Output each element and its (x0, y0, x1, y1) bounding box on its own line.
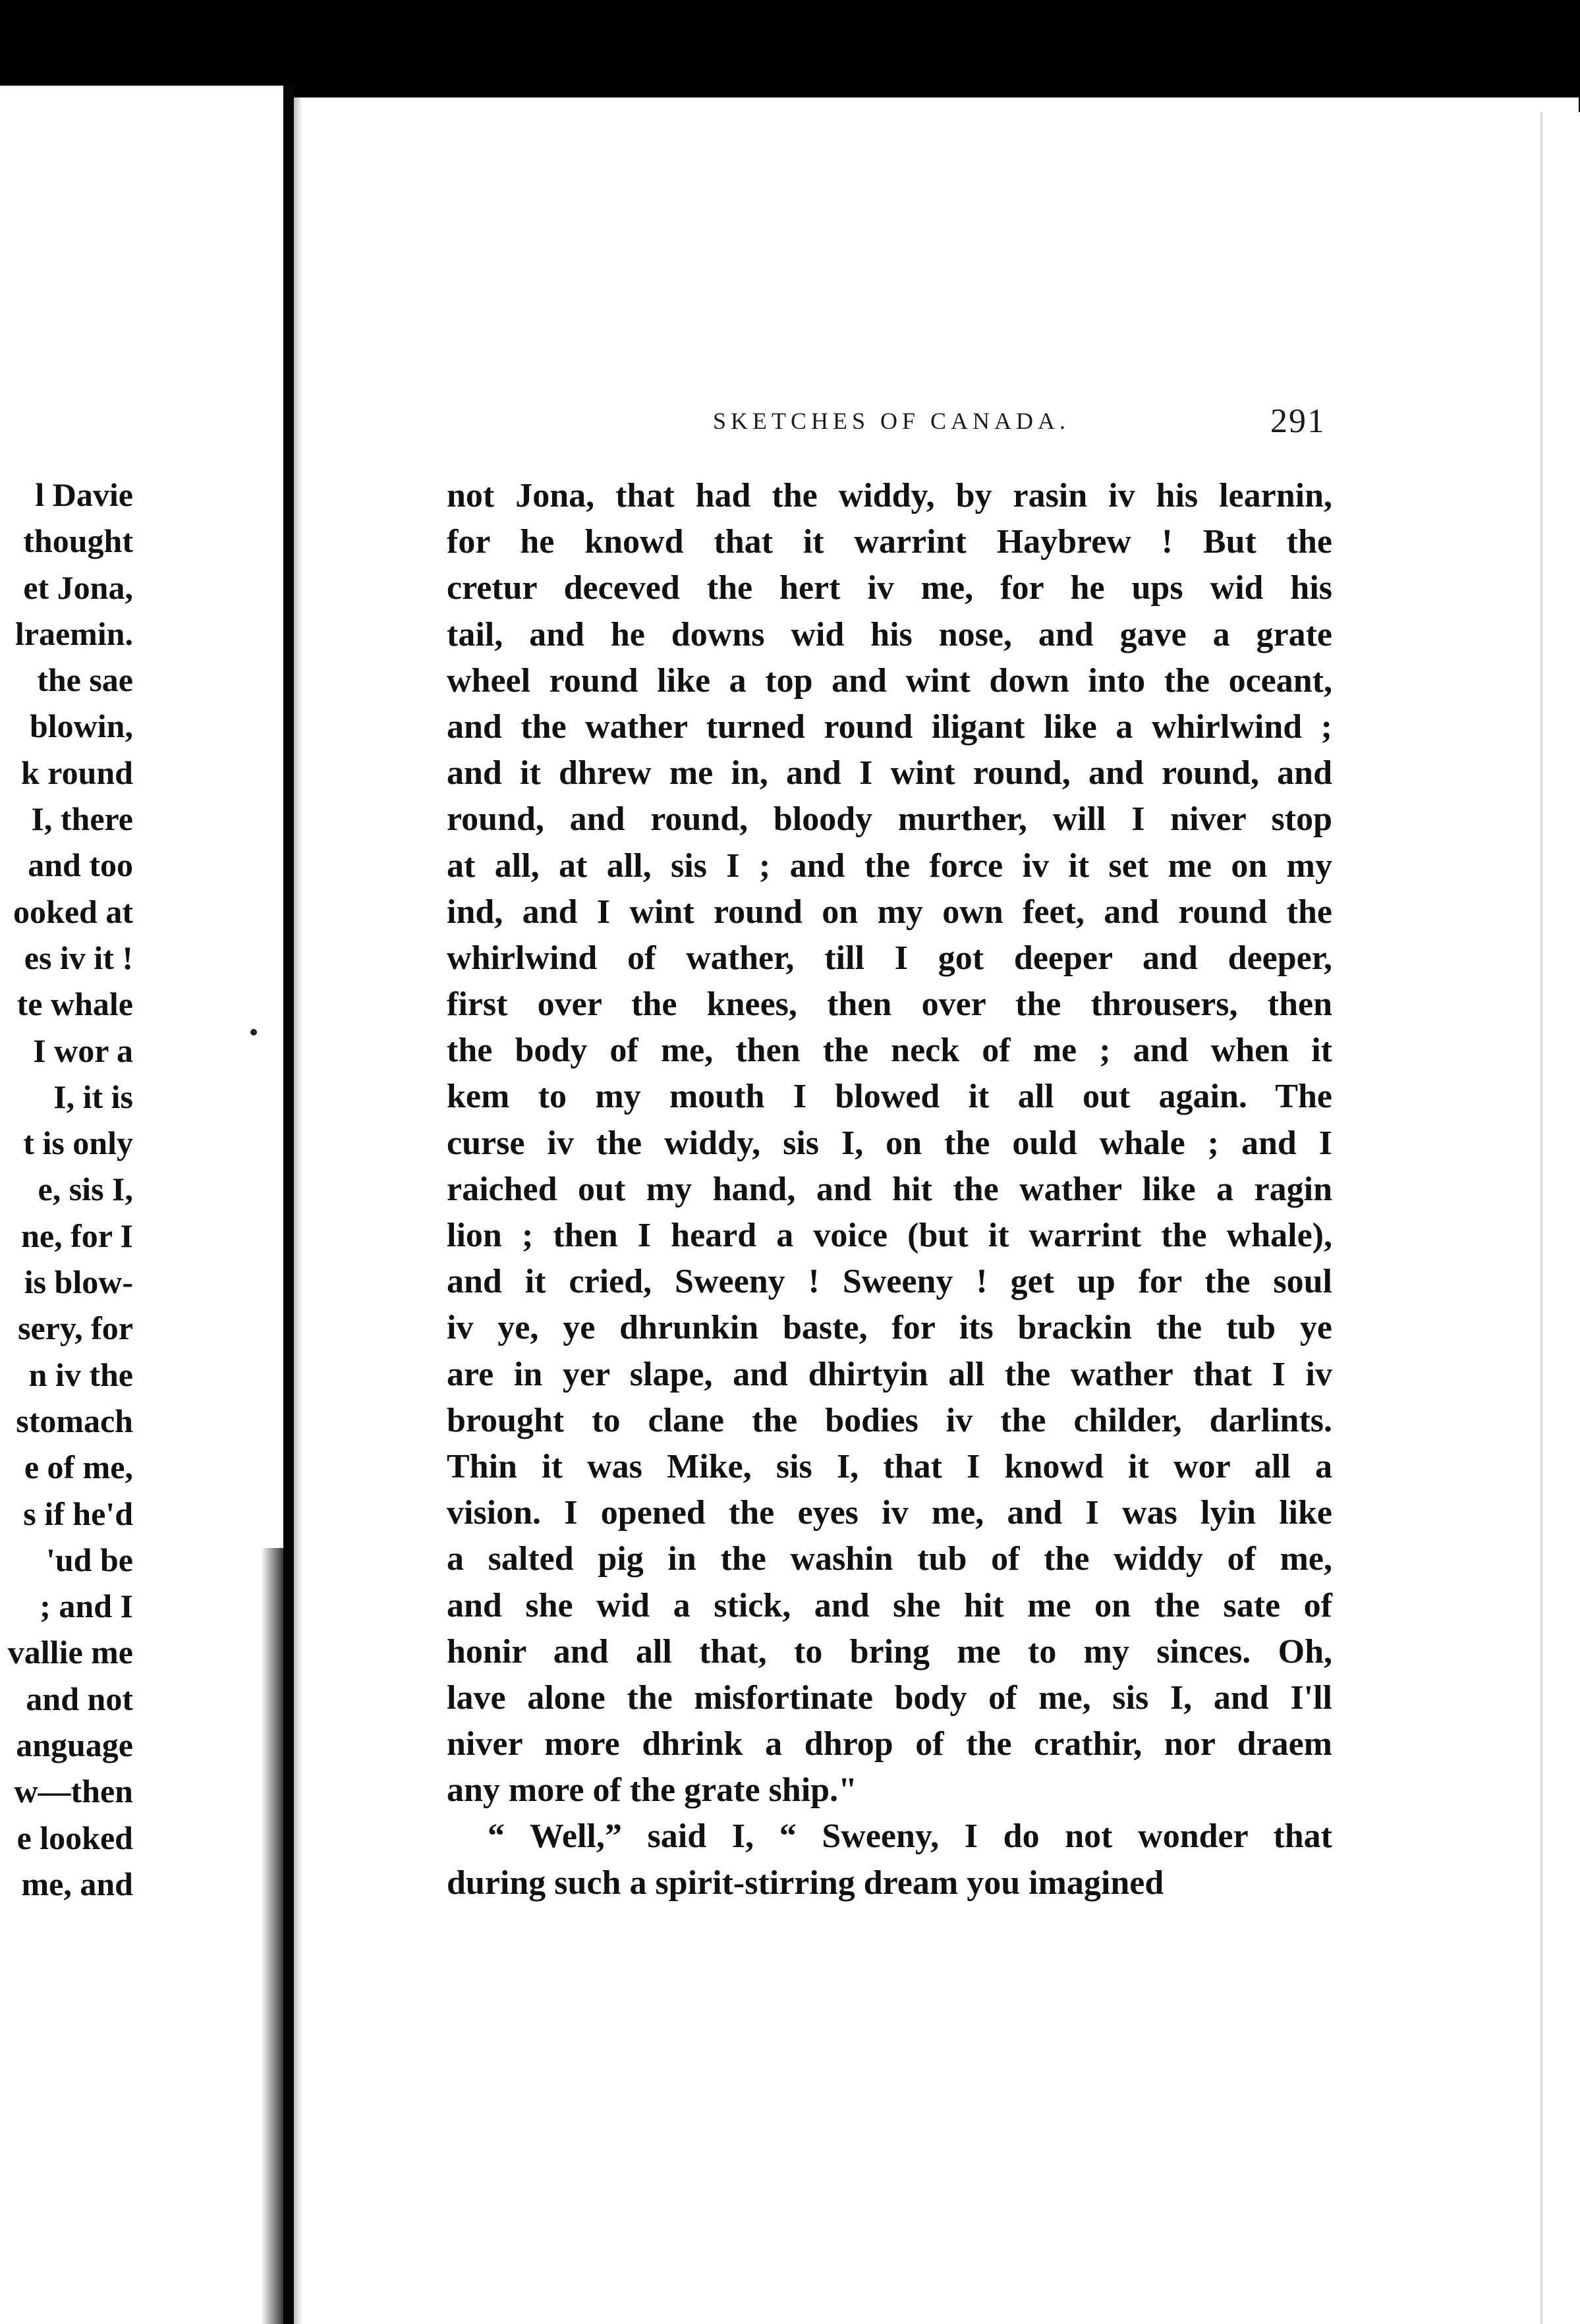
previous-page-line: t is only (23, 1124, 133, 1162)
previous-page-line: sery, for (18, 1310, 133, 1347)
text-line: the body of me, then the neck of me ; and when it (447, 1032, 1332, 1070)
text-line: wheel round like a top and wint down into the oceant, (447, 661, 1332, 700)
previous-page-line: l Davie (35, 476, 133, 513)
previous-page-line: anguage (16, 1727, 133, 1764)
text-line: curse iv the widdy, sis I, on the ould whale ; and I (447, 1124, 1332, 1162)
text-line: and she wid a stick, and she hit me on the sate of (447, 1586, 1332, 1624)
previous-page-line: et Jona, (23, 568, 133, 606)
text-line: and it dhrew me in, and I wint round, and round, and (447, 754, 1332, 792)
previous-page-line: is blow- (24, 1263, 133, 1301)
text-line: during such a spirit-stirring dream you imagined (447, 1864, 1164, 1902)
previous-page-line: vallie me (7, 1634, 133, 1671)
previous-page-line: k round (20, 754, 133, 791)
previous-page-line: ne, for I (21, 1217, 133, 1254)
previous-page-line: es iv it ! (24, 939, 133, 976)
previous-page-line: stomach (16, 1402, 133, 1439)
previous-page-line: s if he'd (23, 1495, 133, 1532)
text-line: are in yer slape, and dhirtyin all the wather that I iv (447, 1355, 1332, 1393)
previous-page-line: I, there (31, 800, 133, 838)
text-line: a salted pig in the washin tub of the widdy of me, (447, 1540, 1332, 1578)
previous-page-line: I, it is (53, 1078, 133, 1115)
text-line: cretur deceved the hert iv me, for he ups wid his (447, 569, 1332, 607)
text-line: round, and round, bloody murther, will I niver stop (447, 800, 1332, 839)
text-line: Thin it was Mike, sis I, that I knowd it wor all a (447, 1447, 1332, 1485)
previous-page-line: e of me, (24, 1449, 133, 1486)
gutter-shadow (261, 1548, 285, 2324)
text-line: kem to my mouth I blowed it all out again. The (447, 1078, 1332, 1116)
previous-page-line: ooked at (13, 893, 133, 930)
text-line: and the wather turned round iligant like a whirlwind ; (447, 707, 1332, 746)
previous-page-line: me, and (21, 1865, 133, 1902)
page-body-text (447, 473, 1332, 1906)
text-line: at all, at all, sis I ; and the force iv it set me on my (447, 846, 1332, 885)
previous-page-line: thought (23, 522, 133, 560)
text-line: lave alone the misfortinate body of me, sis I, and I'll (447, 1678, 1332, 1717)
text-line: iv ye, ye dhrunkin baste, for its brackin the tub ye (447, 1309, 1332, 1347)
previous-page-line: n iv the (28, 1356, 133, 1393)
text-line: tail, and he downs wid his nose, and gave a grate (447, 615, 1332, 653)
page-edge-shadow (294, 97, 303, 2324)
previous-page-line: e looked (16, 1819, 133, 1856)
previous-page-fragment (0, 86, 283, 2324)
text-line: first over the knees, then over the throusers, then (447, 985, 1332, 1024)
previous-page-line: lraemin. (14, 615, 133, 652)
previous-page-line: and not (26, 1680, 133, 1717)
previous-page-line: 'ud be (45, 1541, 133, 1578)
text-line: whirlwind of wather, till I got deeper and deeper, (447, 939, 1332, 977)
text-line: for he knowd that it warrint Haybrew ! But the (447, 523, 1332, 561)
text-line: lion ; then I heard a voice (but it warrint the whale), (447, 1217, 1332, 1254)
previous-page-line: blowin, (29, 707, 133, 745)
text-line: any more of the grate ship." (447, 1771, 857, 1810)
book-gutter (283, 86, 294, 2324)
previous-page-line: e, sis I, (38, 1171, 133, 1208)
previous-page-line: te whale (16, 985, 133, 1023)
previous-page-text (0, 472, 133, 1907)
previous-page-line: ; and I (40, 1588, 133, 1625)
running-head: SKETCHES OF CANADA. (713, 408, 1071, 434)
text-line: honir and all that, to bring me to my sinces. Oh, (447, 1632, 1332, 1671)
previous-page-line: I wor a (33, 1032, 133, 1069)
page-fore-edge (1540, 112, 1580, 2324)
previous-page-line: the sae (37, 661, 133, 699)
text-line: brought to clane the bodies iv the childer, darlints. (447, 1401, 1332, 1439)
text-line: and it cried, Sweeny ! Sweeny ! get up for the soul (447, 1263, 1332, 1301)
text-line: niver more dhrink a dhrop of the crathir, nor draem (447, 1725, 1332, 1763)
text-line: “ Well,” said I, “ Sweeny, I do not wonder that (488, 1817, 1332, 1856)
ink-speck (250, 1029, 257, 1036)
previous-page-line: and too (28, 846, 133, 884)
text-line: ind, and I wint round on my own feet, and round the (447, 893, 1332, 931)
text-line: not Jona, that had the widdy, by rasin iv his learnin, (447, 477, 1332, 514)
text-line: vision. I opened the eyes iv me, and I was lyin like (447, 1494, 1332, 1532)
previous-page-line: w—then (14, 1773, 133, 1810)
page-number: 291 (1270, 402, 1326, 440)
text-line: raiched out my hand, and hit the wather like a ragin (447, 1170, 1332, 1208)
